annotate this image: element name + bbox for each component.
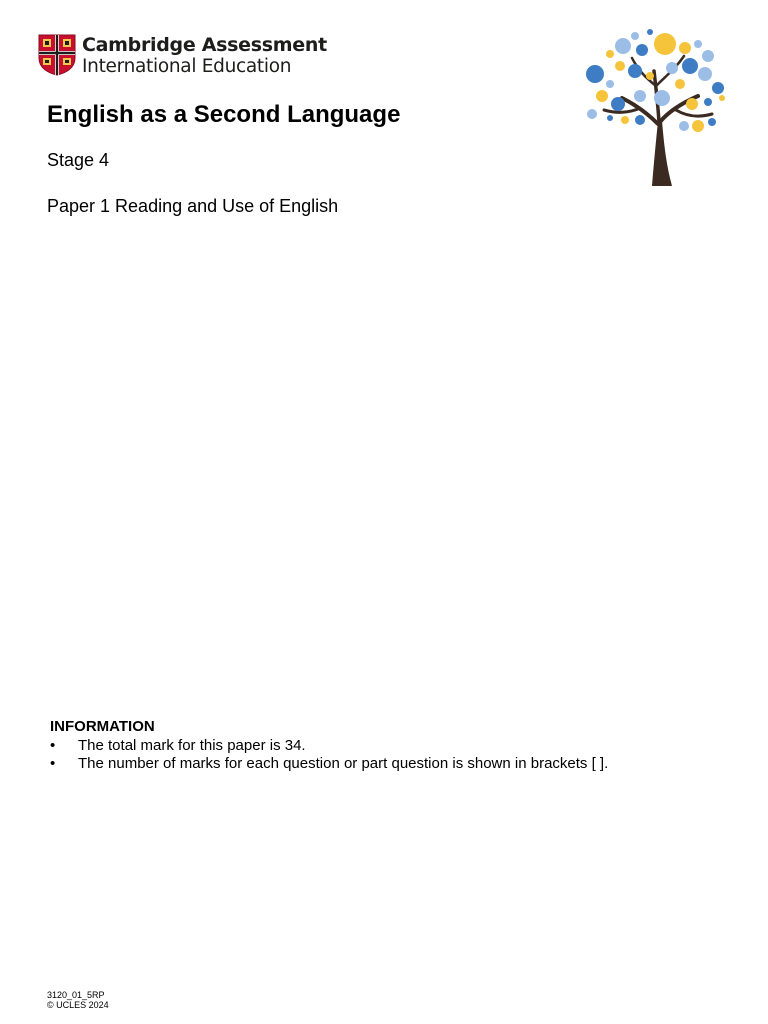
information-item-text: The number of marks for each question or part question is shown in brackets [ ]. xyxy=(78,755,609,772)
information-list xyxy=(50,737,730,773)
information-item xyxy=(50,755,730,773)
tree-illustration-icon xyxy=(580,26,730,186)
stage-label: Stage 4 xyxy=(47,150,110,170)
information-heading: INFORMATION xyxy=(50,718,155,735)
footer xyxy=(47,990,109,1010)
information-item xyxy=(50,737,730,755)
bullet-icon: • xyxy=(50,755,56,772)
brand-line2: International Education xyxy=(82,56,292,77)
copyright-notice: © UCLES 2024 xyxy=(47,1000,109,1010)
information-item-text: The total mark for this paper is 34. xyxy=(78,737,306,754)
cambridge-logo xyxy=(38,34,327,77)
brand-line1: Cambridge Assessment xyxy=(82,34,327,56)
information-section xyxy=(50,718,730,773)
cambridge-crest-icon xyxy=(38,34,76,76)
paper-title: Paper 1 Reading and Use of English xyxy=(47,196,339,216)
paper-code: 3120_01_5RP xyxy=(47,990,105,1000)
bullet-icon: • xyxy=(50,737,56,754)
brand-name xyxy=(82,34,327,77)
document-title: English as a Second Language xyxy=(47,101,401,128)
